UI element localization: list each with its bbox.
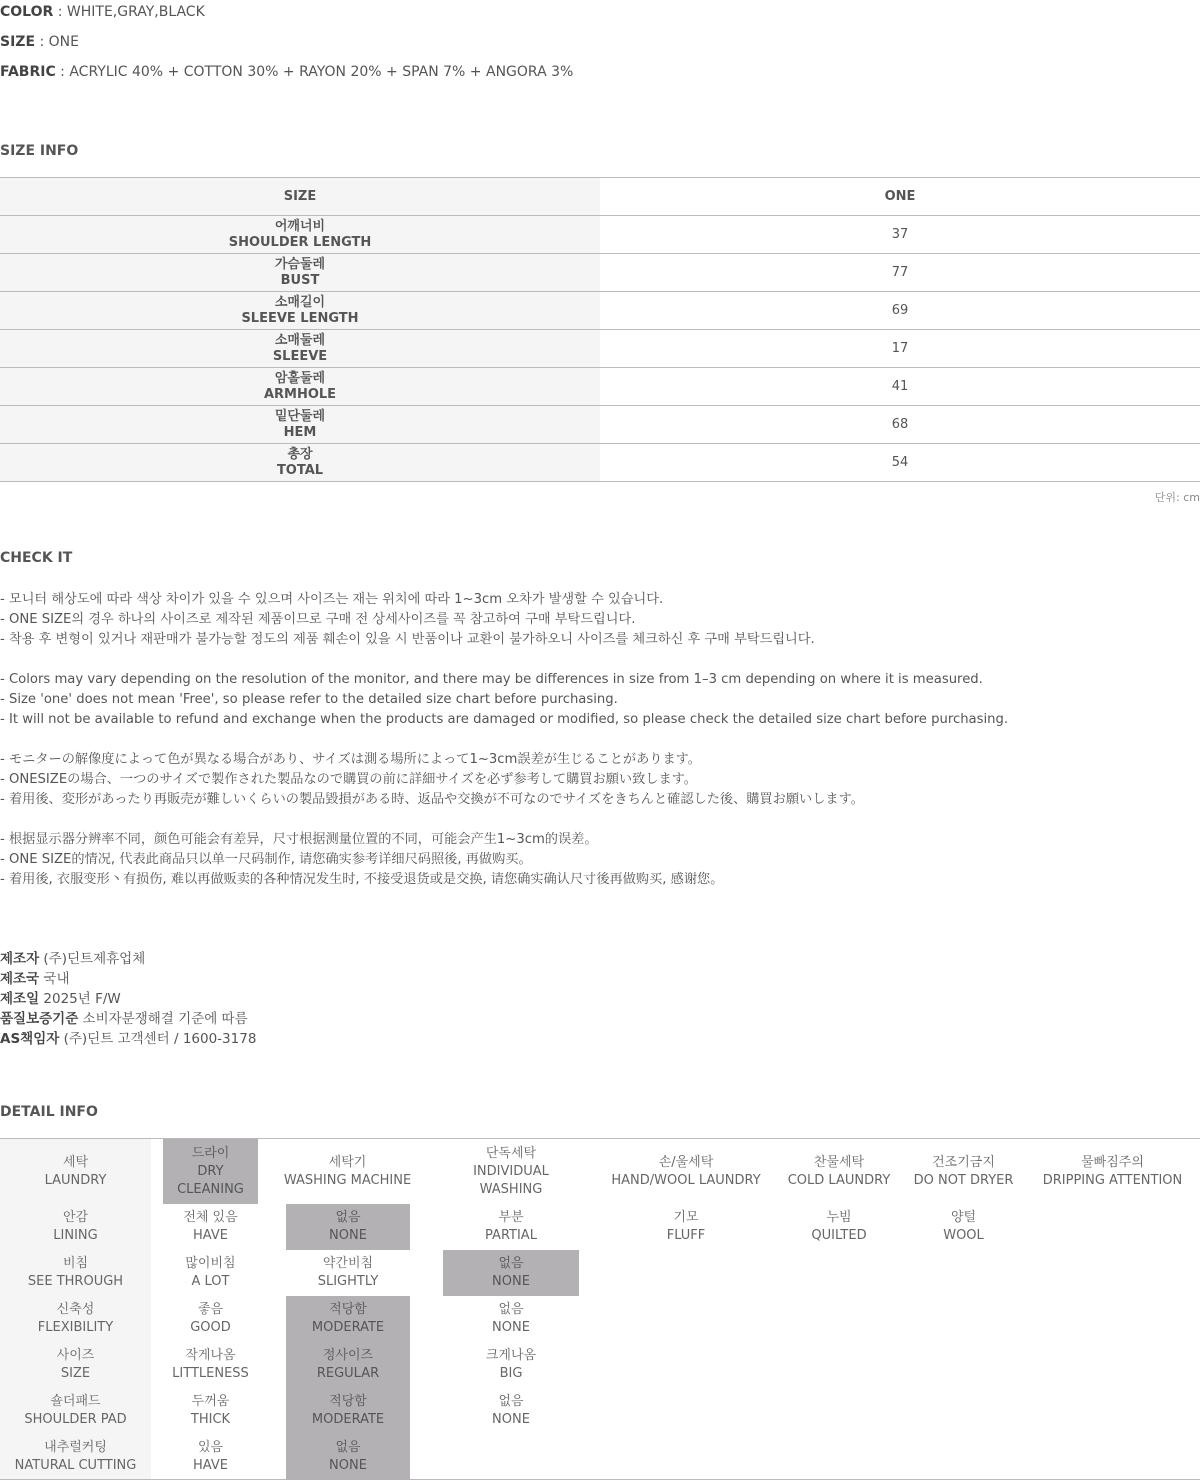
note-line: - 着用後, 衣服变形丶有损伤, 难以再做贩卖的各种情况发生时, 不接受退货或是交换, 请您确实确认尺寸後再做购买, 感谢您。 [0,872,724,887]
detail-option [903,1204,1024,1250]
note-line: - ONE SIZE의 경우 하나의 사이즈로 제작된 제품이므로 구매 전 상세사이즈를 꼭 참고하여 구매 부탁드립니다. [0,612,636,627]
spec-fabric-label: FABRIC [0,64,56,80]
detail-option-laundry-text: HAND/WOOL LAUNDRY [611,1172,761,1188]
check-it-notes [0,590,1008,890]
detail-label [0,1296,151,1342]
detail-option-text: PARTIAL [485,1228,537,1243]
detail-option-laundry-text: 물빠짐주의 [1081,1154,1144,1170]
detail-option [443,1388,579,1434]
detail-option-laundry-text: COLD LAUNDRY [787,1172,891,1188]
maker-label: 품질보증기준 [0,1011,79,1027]
spec-size-label: SIZE [0,34,36,50]
detail-option-text: NONE [492,1320,530,1335]
size-header-value: ONE [884,189,916,204]
note-line: - 着用後、変形があったり再販売が難しいくらいの製品毀損がある時、返品や交換が不可なのでサイズをきちんと確認した後、購買お願いします。 [0,792,864,807]
size-row-label [0,444,600,481]
notes-gap [0,810,1008,830]
size-row [0,254,1200,292]
spec-color [0,4,205,20]
detail-option-laundry-text: 단독세탁 [485,1145,537,1161]
detail-option-text: BIG [499,1366,523,1381]
detail-option-text: THICK [190,1412,231,1427]
detail-label-text: 내추럴커팅 [44,1440,107,1455]
size-row-en: SLEEVE [272,348,328,364]
detail-label [0,1250,151,1296]
detail-option-text: HAVE [193,1458,228,1473]
detail-info-title: DETAIL INFO [0,1104,98,1120]
detail-option-laundry-text: 세탁기 [328,1154,367,1170]
notes-gap [0,730,1008,750]
detail-label-laundry [0,1139,151,1204]
detail-option [443,1204,579,1250]
size-row-en: SHOULDER LENGTH [228,234,372,250]
size-row-en: BUST [280,272,320,288]
size-row-value: 37 [891,227,909,242]
size-row-label [0,292,600,329]
detail-option [163,1342,258,1388]
detail-option [163,1434,258,1480]
maker-line [0,989,256,1009]
detail-option [286,1434,410,1480]
detail-option-text: FLUFF [666,1228,706,1243]
note-line: - 착용 후 변형이 있거나 재판매가 불가능할 정도의 제품 훼손이 있을 시 반품이나 교환이 불가하오니 사이즈를 체크하신 후 구매 부탁드립니다. [0,632,815,647]
detail-option-text: NONE [492,1412,530,1427]
detail-label [0,1434,151,1480]
size-row-ko: 어깨너비 [274,218,326,234]
size-row [0,330,1200,368]
maker-line [0,949,256,969]
detail-option [163,1296,258,1342]
maker-value: 국내 [39,971,70,987]
detail-option-text: 없음 [498,1302,524,1317]
detail-option-text: HAVE [193,1228,228,1243]
detail-option-text: 두꺼움 [191,1394,230,1409]
note-line: - It will not be available to refund and exchange when the products are damaged or modified, so please check the detailed size chart before purchasing. [0,712,1009,727]
notes-gap [0,650,1008,670]
detail-option-text: NONE [329,1228,367,1243]
detail-option [286,1204,410,1250]
size-row-en: SLEEVE LENGTH [241,310,359,326]
detail-option-laundry [1025,1139,1200,1204]
detail-label-text: 비침 [62,1256,89,1271]
detail-option-text: 좋음 [197,1302,224,1317]
size-row-en: HEM [283,424,317,440]
size-row-value: 54 [891,455,909,470]
detail-option-laundry [276,1139,419,1204]
detail-option-laundry [163,1139,258,1204]
size-row-label [0,368,600,405]
detail-option [163,1388,258,1434]
spec-fabric [0,64,573,80]
detail-option-laundry-text: DRIPPING ATTENTION [1042,1172,1183,1188]
detail-label-laundry-text: LAUNDRY [44,1172,107,1188]
detail-option-text: 적당함 [329,1302,367,1317]
size-row-en: TOTAL [276,462,324,478]
detail-option-text: 있음 [197,1440,224,1455]
detail-option-text: 전체 있음 [183,1210,238,1225]
size-row [0,444,1200,482]
size-row-ko: 소매둘레 [274,332,326,348]
detail-option-text: 크게나옴 [485,1348,537,1363]
detail-option-text: 적당함 [329,1394,367,1409]
detail-option-text: REGULAR [316,1366,380,1381]
detail-option-text: QUILTED [811,1228,867,1243]
detail-option-laundry-text: DRY [197,1163,224,1179]
size-table-header [0,178,1200,216]
detail-option-text: NONE [492,1274,530,1289]
maker-label: 제조자 [0,951,40,967]
detail-label-text: 사이즈 [56,1348,95,1363]
detail-option-laundry-text: 찬물세탁 [813,1154,865,1170]
detail-option-laundry-text: DO NOT DRYER [913,1172,1014,1188]
detail-option [163,1250,258,1296]
detail-table [0,1138,1200,1480]
size-info-title: SIZE INFO [0,143,79,159]
size-row-label [0,330,600,367]
size-row-label [0,254,600,291]
detail-option [443,1250,579,1296]
size-row-label [0,216,600,253]
note-line: - Colors may vary depending on the resolution of the monitor, and there may be differences in size from 1–3 cm depending on where it is measured. [0,672,983,687]
detail-option [594,1204,778,1250]
detail-option [286,1296,410,1342]
detail-option-text: 부분 [498,1210,524,1225]
size-row-ko: 밑단둘레 [274,408,326,424]
detail-label-text: 숄더패드 [50,1394,101,1409]
detail-option [286,1388,410,1434]
size-row-ko: 암홀둘레 [274,370,326,386]
detail-option [286,1342,410,1388]
detail-label-text: NATURAL CUTTING [14,1458,137,1473]
size-row-value: 69 [891,303,909,318]
detail-option-laundry-text: 드라이 [191,1145,230,1161]
size-row-ko: 총장 [287,446,313,462]
note-line: - ONE SIZE的情况, 代表此商品只以单一尺码制作, 请您确实参考详细尺码照後, 再做购买。 [0,852,532,867]
maker-label: 제조일 [0,991,40,1007]
detail-option-text: NONE [329,1458,367,1473]
note-line: - 모니터 해상도에 따라 색상 차이가 있을 수 있으며 사이즈는 재는 위치에 따라 1~3cm 오차가 발생할 수 있습니다. [0,592,664,607]
size-row-value: 41 [891,379,909,394]
detail-label-text: 안감 [62,1210,89,1225]
detail-label [0,1204,151,1250]
note-line: - モニターの解像度によって色が異なる場合があり、サイズは測る場所によって1~3cm誤差が生じることがあります。 [0,752,701,767]
size-row [0,368,1200,406]
detail-option-text: 정사이즈 [322,1348,374,1363]
maker-value: (주)딘트 고객센터 / 1600-3178 [59,1031,257,1047]
detail-option-text: LITTLENESS [172,1366,249,1381]
maker-line [0,1029,256,1049]
detail-option [443,1342,579,1388]
detail-option-text: MODERATE [311,1320,385,1335]
detail-option-text: 많이비침 [185,1256,236,1271]
detail-option-laundry [443,1139,579,1204]
spec-color-label: COLOR [0,4,54,20]
detail-option-text: 없음 [498,1256,524,1271]
maker-line [0,1009,256,1029]
detail-option-text: 기모 [673,1210,699,1225]
maker-info [0,949,256,1049]
detail-option-text: 없음 [335,1440,361,1455]
size-row [0,406,1200,444]
size-row-value: 17 [891,341,909,356]
detail-option-laundry [594,1139,778,1204]
detail-option-text: 누빔 [826,1210,852,1225]
detail-option-text: 없음 [498,1394,524,1409]
detail-option [163,1204,258,1250]
detail-option-text: WOOL [943,1228,984,1243]
detail-option-text: GOOD [190,1320,231,1335]
detail-label-text: SIZE [60,1366,91,1381]
size-row-en: ARMHOLE [263,386,337,402]
maker-value: 소비자분쟁해결 기준에 따름 [78,1011,248,1027]
maker-value: 2025년 F/W [39,991,121,1007]
detail-option [443,1296,579,1342]
detail-label-text: SEE THROUGH [27,1274,124,1289]
detail-option-laundry-text: CLEANING [177,1181,244,1197]
detail-option-laundry [903,1139,1024,1204]
spec-fabric-value: : ACRYLIC 40% + COTTON 30% + RAYON 20% + SPAN 7% + ANGORA 3% [55,64,574,80]
size-row-ko: 가슴둘레 [274,256,326,272]
note-line: - ONESIZEの場合、一つのサイズで製作された製品なので購買の前に詳細サイズを必ず参考して購買お願い致します。 [0,772,697,787]
maker-label: 제조국 [0,971,40,987]
maker-label: AS책임자 [0,1031,60,1047]
detail-option-text: 약간비침 [322,1256,374,1271]
detail-option [778,1204,900,1250]
detail-label-text: FLEXIBILITY [37,1320,114,1335]
detail-label-text: LINING [53,1228,98,1243]
detail-label [0,1342,151,1388]
size-row-value: 77 [891,265,909,280]
detail-option-text: 작게나옴 [185,1348,236,1363]
detail-label-text: 신축성 [56,1302,95,1317]
detail-label-laundry-text: 세탁 [62,1154,89,1170]
detail-label-text: SHOULDER PAD [24,1412,127,1427]
detail-option [286,1250,410,1296]
size-table [0,177,1200,482]
check-it-title: CHECK IT [0,550,73,566]
detail-option-laundry-text: INDIVIDUAL WASHING [473,1163,549,1197]
size-row-ko: 소매길이 [274,294,326,310]
size-row [0,292,1200,330]
size-row-value: 68 [891,417,909,432]
maker-value: (주)딘트제휴업체 [39,951,146,967]
detail-label [0,1388,151,1434]
unit-note: 단위: cm [1154,491,1200,504]
spec-color-value: : WHITE,GRAY,BLACK [53,4,205,20]
note-line: - Size 'one' does not mean 'Free', so please refer to the detailed size chart before purchasing. [0,692,618,707]
detail-option-laundry-text: 손/울세탁 [658,1154,714,1170]
spec-size-value: : ONE [35,34,79,50]
detail-option-text: SLIGHTLY [317,1274,379,1289]
detail-option-laundry-text: 건조기금지 [932,1154,995,1170]
detail-option-laundry-text: WASHING MACHINE [283,1172,412,1188]
maker-line [0,969,256,989]
detail-option-text: 없음 [335,1210,361,1225]
detail-option-text: MODERATE [311,1412,385,1427]
size-header-label: SIZE [0,178,600,215]
size-row [0,216,1200,254]
note-line: - 根据显示器分辨率不同，颜色可能会有差异，尺寸根据测量位置的不同，可能会产生1~3cm的误差。 [0,832,598,847]
detail-option-text: A LOT [191,1274,230,1289]
detail-option-laundry [778,1139,900,1204]
size-row-label [0,406,600,443]
spec-size [0,34,79,50]
detail-option-text: 양털 [950,1210,977,1225]
